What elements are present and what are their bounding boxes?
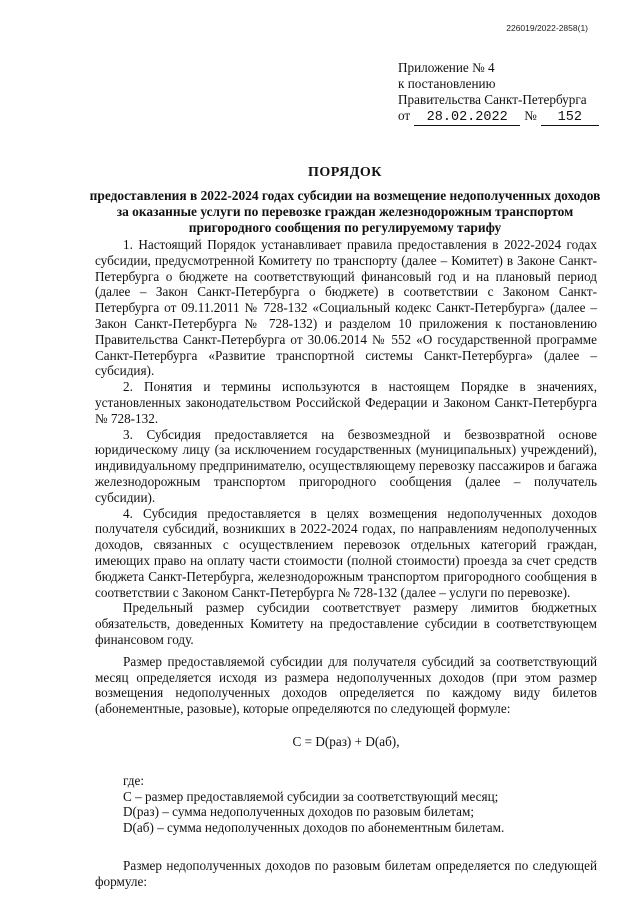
resolution-date: 28.02.2022 — [414, 111, 520, 126]
paragraph-6: Размер предоставляемой субсидии для получателя субсидий за соответствующий месяц определяется исходя из размера недополученных доходов (при этом размер возмещения недополученных доходов определяется по каждому виду билетов (абонементные, разовые), которые определяются по следующей формуле: — [95, 653, 597, 717]
paragraph-3: 3. Субсидия предоставляется на безвозмездной и безвозвратной основе юридическому лицу (за исключением государственных (муниципальных) учреждений), индивидуальному предпринимателю, осуществляющему перевозку пассажиров и багажа железнодорожным транспортом пригородного сообщения (далее – получатель субсидии). — [95, 426, 597, 505]
paragraph-1: 1. Настоящий Порядок устанавливает правила предоставления в 2022-2024 годах субсидии, предусмотренной Комитету по транспорту (далее – Комитет) в Законе Санкт-Петербурга о бюджете на соответствующий финансовый год и на плановый период (далее – Закон Санкт-Петербурга о бюджете) в соответствии с Законом Санкт-Петербурга от 09.11.2011 № 728-132 «Социальный кодекс Санкт-Петербурга» (далее – Закон Санкт-Петербурга № 728-132) и разделом 10 приложения к постановлению Правительства Санкт-Петербурга от 30.06.2014 № 552 «О государственной программе Санкт-Петербурга «Развитие транспортной системы Санкт-Петербурга» (далее – субсидия). — [95, 237, 597, 379]
document-number: 226019/2022-2858(1) — [506, 23, 588, 33]
appendix-block — [398, 60, 599, 126]
paragraph-7: Размер недополученных доходов по разовым билетам определяется по следующей формуле: — [95, 857, 597, 889]
title-heading: ПОРЯДОК — [308, 165, 382, 180]
title-subtitle-2: за оказанные услуги по перевозке граждан железнодорожным транспортом — [116, 204, 574, 219]
subsidy-formula: C = D(раз) + D(аб), — [292, 733, 400, 749]
title-subtitle-1: предоставления в 2022-2024 годах субсидии на возмещение недополученных доходов — [89, 188, 601, 203]
appendix-line-3: Правительства Санкт-Петербурга — [398, 92, 587, 107]
resolution-number: 152 — [541, 111, 599, 126]
appendix-line-2: к постановлению — [398, 76, 496, 91]
definition-c: C – размер предоставляемой субсидии за соответствующий месяц; — [123, 788, 499, 804]
definition-d-single: D(раз) – сумма недополученных доходов по разовым билетам; — [123, 804, 474, 820]
document-title — [80, 165, 610, 236]
paragraph-2: 2. Понятия и термины используются в настоящем Порядке в значениях, установленных законодательством Российской Федерации и Законом Санкт-Петербурга № 728-132. — [95, 379, 597, 426]
definition-d-season: D(аб) – сумма недополученных доходов по абонементным билетам. — [123, 820, 505, 836]
paragraph-5: Предельный размер субсидии соответствует размеру лимитов бюджетных обязательств, доведенных Комитету на предоставление субсидии в соответствующем финансовом году. — [95, 600, 597, 647]
appendix-line-1: Приложение № 4 — [398, 60, 495, 75]
appendix-date-line — [398, 108, 599, 126]
where-label: где: — [123, 772, 144, 788]
title-subtitle-3: пригородного сообщения по регулируемому тарифу — [188, 220, 502, 235]
document-body — [95, 237, 597, 889]
date-prefix: от — [398, 108, 411, 123]
number-prefix: № — [524, 108, 537, 123]
paragraph-4: 4. Субсидия предоставляется в целях возмещения недополученных доходов получателя субсидий, возникших в 2022-2024 годах, по направлениям недополученных доходов, связанных с осуществлением перевозок отдельных категорий граждан, имеющих право на оплату части стоимости (полной стоимости) проезда за счет средств бюджета Санкт-Петербурга, железнодорожным транспортом пригородного сообщения в соответствии с Законом Санкт-Петербурга № 728-132 (далее – услуги по перевозке). — [95, 505, 597, 600]
